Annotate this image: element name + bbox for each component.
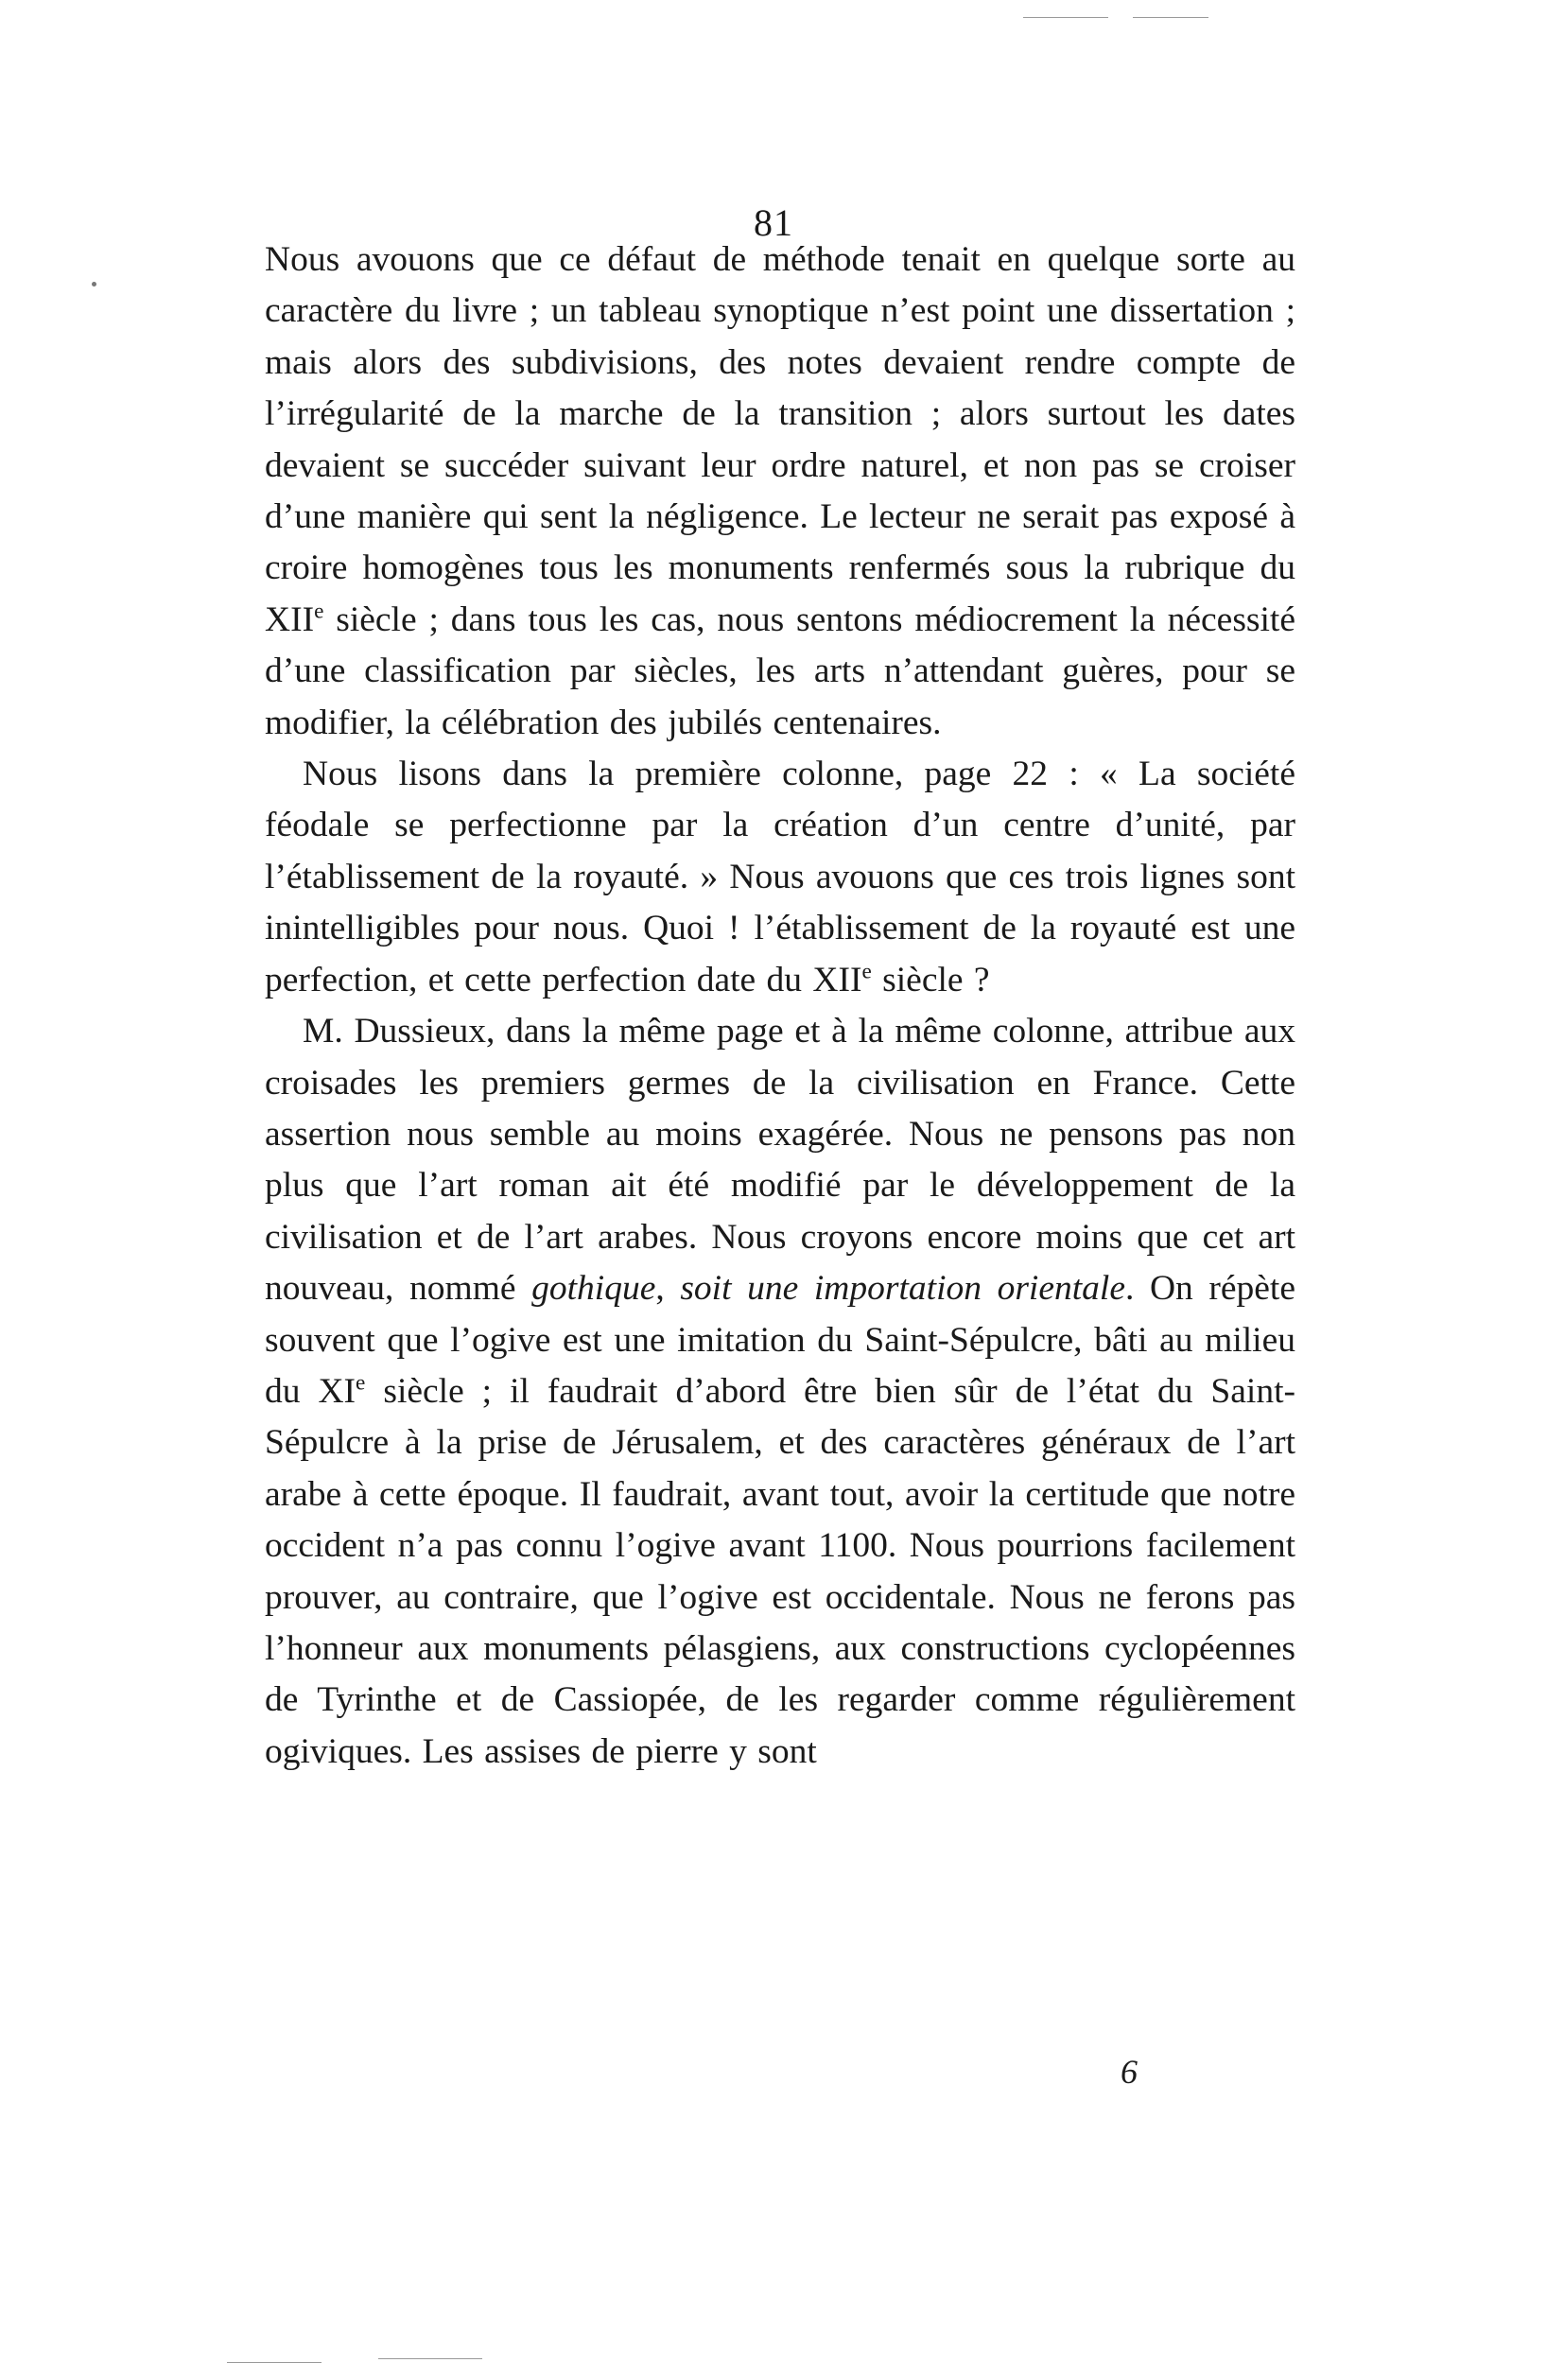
italic-text: soit une importation orientale (680, 1269, 1125, 1309)
paragraph (265, 235, 1295, 749)
body-text (265, 235, 1295, 1778)
text-run: siècle ; dans tous les cas, nous sentons médiocrement la nécessité d’une classification par siècles, les arts n’attendant guères, pour se modifier, la célébration des jubilés centenaires. (265, 599, 1295, 742)
text-run: Nous lisons dans la première colonne, page 22 : « La société féodale se perfectionne par la création d’un centre d’unité, par l’établissement de la royauté. » Nous avouons que ces trois lignes sont inintelligibles pour nous. Quoi ! l’établissement de la royauté est une perfection, et cette perfection date du XII (265, 755, 1295, 999)
text-run: Nous avouons que ce défaut de méthode tenait en quelque sorte au caractère du livre ; un tableau synoptique n’est point une dissertation ; mais alors des subdivisions, des notes devaient rendre compte de l’irrégularité de la marche de la transition ; alors surtout les dates devaient se succéder suivant leur ordre naturel, et non pas se croiser d’une manière qui sent la négligence. Le lecteur ne serait pas exposé à croire homogènes tous les monuments renfermés sous la rubrique du XII (265, 240, 1295, 639)
scan-edge-rule (1133, 17, 1208, 18)
text-run: , (655, 1269, 681, 1309)
paragraph (265, 1006, 1295, 1778)
paragraph (265, 749, 1295, 1006)
italic-text: gothique (531, 1269, 656, 1309)
signature-mark: 6 (1121, 2053, 1138, 2091)
scan-edge-rule (227, 2362, 322, 2363)
superscript: e (861, 959, 872, 984)
scan-edge-rule (1023, 17, 1108, 18)
superscript: e (356, 1370, 366, 1396)
superscript: e (314, 599, 324, 624)
text-run: M. Dussieux, dans la même page et à la même colonne, attribue aux croisades les premiers germes de la civilisation en France. Cette assertion nous semble au moins exagérée. Nous ne pensons pas non plus que l’art roman ait été modifié par le développement de la civilisation et de l’art arabes. Nous croyons encore moins que cet art nouveau, nommé (265, 1012, 1295, 1309)
text-run: . On répète souvent que l’ogive est une imitation du Saint-Sépulcre, bâti au milieu du XI (265, 1269, 1295, 1411)
text-run: siècle ; il faudrait d’abord être bien sûr de l’état du Saint-Sépulcre à la prise de Jérusalem, et des caractères généraux de l’art arabe à cette époque. Il faudrait, avant tout, avoir la certitude que notre occident n’a pas connu l’ogive avant 1100. Nous pourrions facilement prouver, au contraire, que l’ogive est occidentale. Nous ne ferons pas l’honneur aux monuments pélasgiens, aux constructions cyclopéennes de Tyrinthe et de Cassiopée, de les regarder comme régulièrement ogiviques. Les assises de pierre y sont (265, 1371, 1295, 1771)
scan-edge-rule (378, 2358, 482, 2359)
page-number: 81 (754, 201, 793, 244)
text-run: siècle ? (871, 960, 990, 999)
scan-speck (92, 282, 96, 287)
